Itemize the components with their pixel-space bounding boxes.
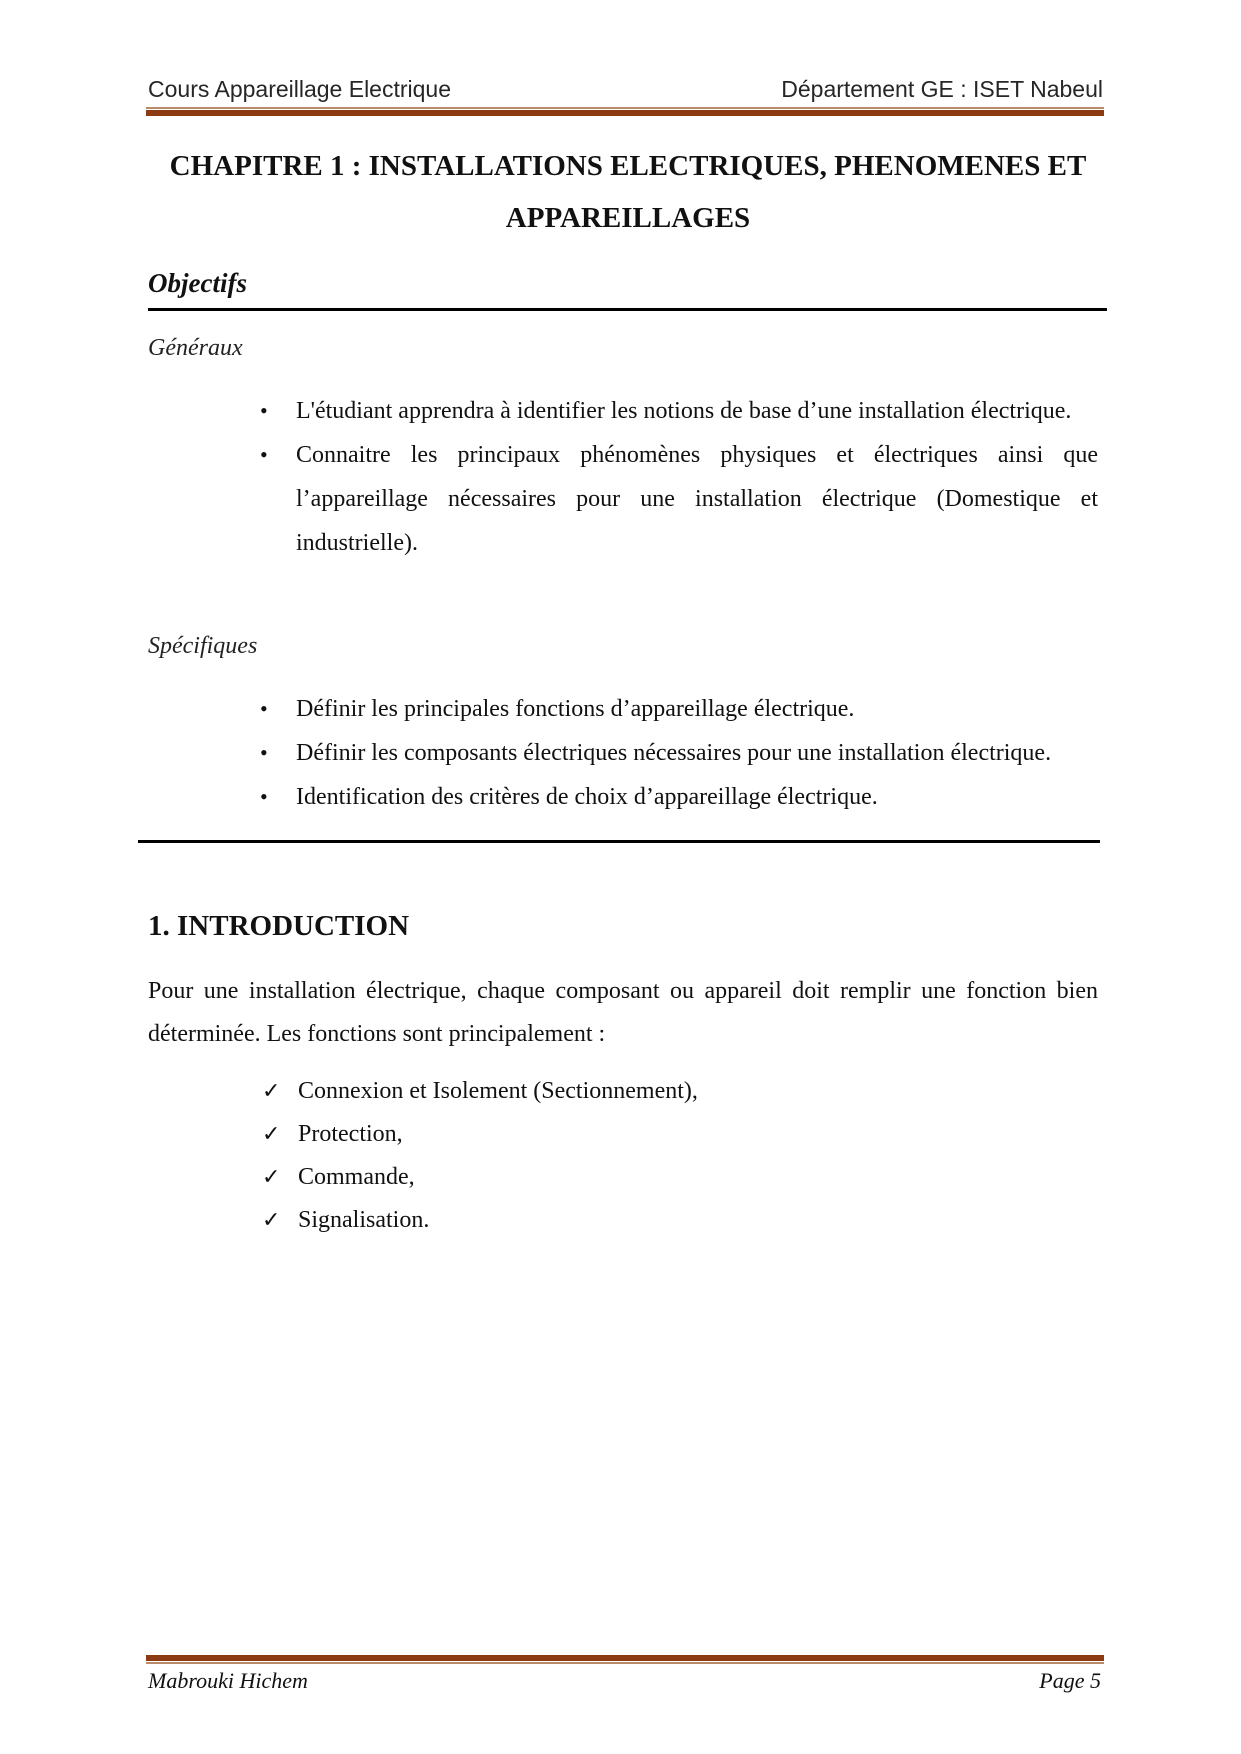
bullet-icon: •	[260, 784, 268, 809]
list-item: • L'étudiant apprendra à identifier les notions de base d’une installation électrique.	[296, 389, 1098, 433]
list-item: • Identification des critères de choix d’appareillage électrique.	[296, 775, 1098, 819]
bullet-icon: •	[260, 398, 268, 423]
footer-author: Mabrouki Hichem	[148, 1668, 308, 1693]
general-objectives-label: Généraux	[148, 335, 243, 361]
objectives-top-rule	[148, 308, 1107, 311]
introduction-paragraph: Pour une installation électrique, chaque composant ou appareil doit remplir une fonction bien déterminée. Les fonctions sont principalement :	[148, 978, 1098, 1047]
checkmark-icon: ✓	[262, 1079, 281, 1104]
checkmark-icon: ✓	[262, 1208, 281, 1233]
checkmark-icon: ✓	[262, 1122, 281, 1147]
footer-divider	[146, 1655, 1104, 1664]
bullet-icon: •	[260, 740, 268, 765]
checkmark-icon: ✓	[262, 1165, 281, 1190]
chapter-title: CHAPITRE 1 : INSTALLATIONS ELECTRIQUES, PHENOMENES ET APPAREILLAGES	[169, 150, 1087, 234]
objectives-bottom-rule	[138, 840, 1100, 843]
list-item: • Définir les composants électriques nécessaires pour une installation électrique.	[296, 731, 1098, 775]
bullet-icon: •	[260, 442, 268, 467]
list-item: • Connaitre les principaux phénomènes physiques et électriques ainsi que l’appareillage nécessaires pour une installation électrique (Domestique et industrielle).	[296, 433, 1098, 565]
general-objectives-list	[260, 389, 1098, 565]
functions-list	[262, 1070, 698, 1242]
bullet-icon: •	[260, 696, 268, 721]
list-item: • Définir les principales fonctions d’appareillage électrique.	[296, 687, 1098, 731]
list-item: ✓ Signalisation.	[298, 1199, 698, 1242]
header-divider	[146, 107, 1104, 116]
list-item: ✓ Commande,	[298, 1156, 698, 1199]
list-item: ✓ Protection,	[298, 1113, 698, 1156]
specific-objectives-label: Spécifiques	[148, 633, 258, 659]
introduction-heading: 1. INTRODUCTION	[148, 910, 410, 942]
footer-page-number: Page 5	[1039, 1668, 1101, 1693]
list-item: ✓ Connexion et Isolement (Sectionnement),	[298, 1070, 698, 1113]
objectives-heading: Objectifs	[148, 268, 247, 298]
specific-objectives-list	[260, 687, 1098, 819]
header-department: Département GE : ISET Nabeul	[781, 76, 1103, 102]
header-course-title: Cours Appareillage Electrique	[148, 76, 452, 102]
